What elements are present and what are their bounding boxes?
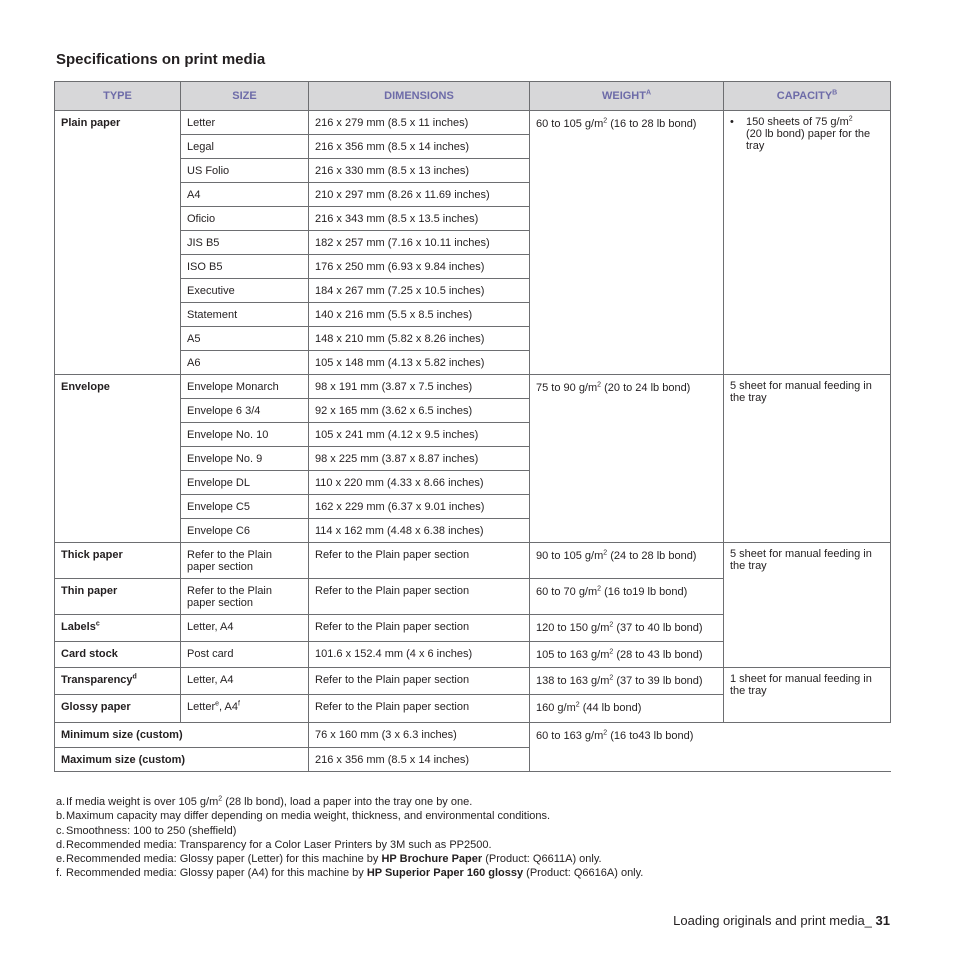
dimension-cell: 182 x 257 mm (7.16 x 10.11 inches) [309, 231, 530, 255]
dimension-cell: 210 x 297 mm (8.26 x 11.69 inches) [309, 183, 530, 207]
footer-text: Loading originals and print media_ [673, 913, 876, 928]
type-label: Transparency [61, 674, 133, 686]
weight-custom [530, 723, 891, 772]
weight-card-stock [530, 642, 724, 668]
footnotes [56, 795, 643, 881]
size-a4: , A4 [219, 701, 239, 713]
size-cell: Post card [181, 642, 309, 668]
size-cell: A5 [181, 327, 309, 351]
dimension-cell: 216 x 279 mm (8.5 x 11 inches) [309, 111, 530, 135]
table-row [55, 723, 891, 748]
footnote-text: Recommended media: Transparency for a Color Laser Printers by 3M such as PP2500. [66, 838, 492, 851]
capacity-list [730, 116, 884, 152]
type-thick-paper: Thick paper [55, 543, 181, 579]
size-cell: Envelope DL [181, 471, 309, 495]
weight-value-tail: (44 lb bond) [579, 702, 642, 714]
size-cell: ISO B5 [181, 255, 309, 279]
dimension-cell: 184 x 267 mm (7.25 x 10.5 inches) [309, 279, 530, 303]
print-media-spec-table [54, 81, 891, 772]
footnote-label: a. [56, 796, 66, 808]
weight-value-tail: (37 to 39 lb bond) [613, 675, 703, 687]
weight-labels [530, 615, 724, 642]
unit-superscript: 2 [218, 795, 223, 803]
table-header-row [55, 82, 891, 111]
footnote-text-part: (Product: Q6611A) only. [482, 853, 602, 866]
dimension-cell: 98 x 191 mm (3.87 x 7.5 inches) [309, 375, 530, 399]
footnote-text [66, 866, 643, 880]
dimension-cell: Refer to the Plain paper section [309, 668, 530, 695]
size-cell: Letter, A4 [181, 615, 309, 642]
weight-transparency [530, 668, 724, 695]
size-cell: Refer to the Plain paper section [181, 543, 309, 579]
page-title: Specifications on print media [56, 51, 266, 68]
type-plain-paper: Plain paper [55, 111, 181, 375]
dimension-cell: Refer to the Plain paper section [309, 579, 530, 615]
footnote-text-part: (28 lb bond), load a paper into the tray one by one. [222, 796, 473, 808]
page-number: 31 [875, 913, 890, 928]
footnote-ref: B [832, 89, 838, 97]
size-cell: Oficio [181, 207, 309, 231]
list-item [746, 116, 884, 152]
weight-value: 138 to 163 g/m [536, 675, 610, 687]
dimension-cell: 101.6 x 152.4 mm (4 x 6 inches) [309, 642, 530, 668]
max-custom-label: Maximum size (custom) [55, 748, 309, 772]
footnote-a [56, 795, 643, 809]
dimension-cell: 162 x 229 mm (6.37 x 9.01 inches) [309, 495, 530, 519]
dimension-cell: Refer to the Plain paper section [309, 695, 530, 723]
footnote-d [56, 838, 643, 852]
footnote-text: Maximum capacity may differ depending on media weight, thickness, and environmental conditions. [66, 810, 551, 823]
unit-superscript: 2 [609, 648, 614, 656]
dimension-cell: Refer to the Plain paper section [309, 615, 530, 642]
footnote-text: Smoothness: 100 to 250 (sheffield) [66, 824, 237, 837]
footnote-f [56, 866, 643, 880]
dimension-cell: 140 x 216 mm (5.5 x 8.5 inches) [309, 303, 530, 327]
footnote-text-part: Recommended media: Glossy paper (A4) for this machine by [66, 867, 367, 880]
size-cell: A4 [181, 183, 309, 207]
size-cell: A6 [181, 351, 309, 375]
header-dimensions: DIMENSIONS [309, 82, 530, 111]
footnote-c [56, 824, 643, 838]
unit-superscript: 2 [597, 381, 602, 389]
size-cell: Envelope C5 [181, 495, 309, 519]
dimension-cell: 110 x 220 mm (4.33 x 8.66 inches) [309, 471, 530, 495]
header-capacity-label: CAPACITY [776, 90, 833, 102]
weight-value: 120 to 150 g/m [536, 622, 610, 634]
footnote-text-part: (Product: Q6616A) only. [523, 867, 644, 880]
capacity-envelope: 5 sheet for manual feeding in the tray [724, 375, 891, 543]
weight-thick-paper [530, 543, 724, 579]
weight-envelope [530, 375, 724, 543]
type-transparency [55, 668, 181, 695]
dimension-cell: 105 x 241 mm (4.12 x 9.5 inches) [309, 423, 530, 447]
size-cell: Letter, A4 [181, 668, 309, 695]
page-footer [673, 913, 890, 928]
dimension-cell: 216 x 356 mm (8.5 x 14 inches) [309, 135, 530, 159]
capacity-text-tail: (20 lb bond) paper for the tray [746, 128, 871, 152]
dimension-cell: 216 x 330 mm (8.5 x 13 inches) [309, 159, 530, 183]
size-cell: Letter [181, 111, 309, 135]
size-cell: JIS B5 [181, 231, 309, 255]
footnote-label: d. [56, 838, 66, 851]
size-cell: Legal [181, 135, 309, 159]
min-custom-label: Minimum size (custom) [55, 723, 309, 748]
footnote-ref: f [238, 700, 240, 708]
weight-value-tail: (37 to 40 lb bond) [613, 622, 703, 634]
size-cell: Refer to the Plain paper section [181, 579, 309, 615]
weight-value-tail: (28 to 43 lb bond) [613, 649, 703, 661]
unit-superscript: 2 [603, 729, 608, 737]
footnote-label: f. [56, 867, 63, 880]
footnote-text-part: If media weight is over 105 g/m [66, 796, 219, 808]
unit-superscript: 2 [848, 115, 853, 123]
footnote-label: e. [56, 853, 66, 866]
weight-value: 105 to 163 g/m [536, 649, 610, 661]
footnote-ref: c [95, 620, 100, 628]
footnote-text [66, 852, 602, 866]
size-cell: Envelope 6 3/4 [181, 399, 309, 423]
weight-value: 60 to 105 g/m [536, 118, 604, 130]
table-row [55, 111, 891, 135]
size-cell: US Folio [181, 159, 309, 183]
dimension-cell: 105 x 148 mm (4.13 x 5.82 inches) [309, 351, 530, 375]
weight-value: 60 to 163 g/m [536, 730, 604, 742]
weight-value-tail: (16 to43 lb bond) [607, 730, 694, 742]
capacity-plain-paper [724, 111, 891, 375]
size-cell: Statement [181, 303, 309, 327]
dimension-cell: Refer to the Plain paper section [309, 543, 530, 579]
header-weight [530, 82, 724, 111]
header-size: SIZE [181, 82, 309, 111]
size-cell: Envelope No. 9 [181, 447, 309, 471]
weight-value: 90 to 105 g/m [536, 550, 604, 562]
table-row [55, 543, 891, 579]
footnote-e [56, 852, 643, 866]
type-label: Labels [61, 621, 96, 633]
type-thin-paper: Thin paper [55, 579, 181, 615]
dimension-cell: 114 x 162 mm (4.48 x 6.38 inches) [309, 519, 530, 543]
dimension-cell: 76 x 160 mm (3 x 6.3 inches) [309, 723, 530, 748]
dimension-cell: 98 x 225 mm (3.87 x 8.87 inches) [309, 447, 530, 471]
dimension-cell: 148 x 210 mm (5.82 x 8.26 inches) [309, 327, 530, 351]
dimension-cell: 176 x 250 mm (6.93 x 9.84 inches) [309, 255, 530, 279]
footnote-text-part: Recommended media: Glossy paper (Letter) for this machine by [66, 853, 382, 866]
weight-thin-paper [530, 579, 724, 615]
weight-plain-paper [530, 111, 724, 375]
table-row [55, 668, 891, 695]
footnote-text [66, 795, 472, 809]
footnote-b [56, 809, 643, 823]
weight-value: 160 g/m [536, 702, 576, 714]
type-labels [55, 615, 181, 642]
weight-value-tail: (24 to 28 lb bond) [607, 550, 697, 562]
weight-value: 60 to 70 g/m [536, 586, 598, 598]
type-envelope: Envelope [55, 375, 181, 543]
dimension-cell: 216 x 356 mm (8.5 x 14 inches) [309, 748, 530, 772]
unit-superscript: 2 [609, 674, 614, 682]
footnote-ref: d [132, 673, 137, 681]
weight-value-tail: (20 to 24 lb bond) [601, 382, 691, 394]
header-type: TYPE [55, 82, 181, 111]
footnote-label: b. [56, 810, 66, 823]
header-weight-label: WEIGHT [601, 90, 646, 102]
dimension-cell: 216 x 343 mm (8.5 x 13.5 inches) [309, 207, 530, 231]
unit-superscript: 2 [609, 621, 614, 629]
type-glossy-paper: Glossy paper [55, 695, 181, 723]
table-row [55, 375, 891, 399]
weight-glossy-paper [530, 695, 724, 723]
unit-superscript: 2 [597, 585, 602, 593]
capacity-transparency-group: 1 sheet for manual feeding in the tray [724, 668, 891, 723]
footnote-ref: e [215, 700, 220, 708]
capacity-text: 150 sheets of 75 g/m [746, 116, 849, 128]
type-card-stock: Card stock [55, 642, 181, 668]
product-name: HP Brochure Paper [381, 853, 483, 866]
product-name: HP Superior Paper 160 glossy [366, 867, 524, 880]
header-capacity [724, 82, 891, 111]
unit-superscript: 2 [575, 701, 580, 709]
footnote-ref: A [645, 89, 652, 97]
size-cell: Envelope No. 10 [181, 423, 309, 447]
unit-superscript: 2 [603, 117, 608, 125]
dimension-cell: 92 x 165 mm (3.62 x 6.5 inches) [309, 399, 530, 423]
weight-value-tail: (16 to19 lb bond) [601, 586, 688, 598]
weight-value-tail: (16 to 28 lb bond) [607, 118, 697, 130]
size-cell: Executive [181, 279, 309, 303]
footnote-label: c. [56, 824, 65, 837]
size-cell: Envelope Monarch [181, 375, 309, 399]
unit-superscript: 2 [603, 549, 608, 557]
size-cell [181, 695, 309, 723]
weight-value: 75 to 90 g/m [536, 382, 598, 394]
size-letter: Letter [187, 701, 216, 713]
capacity-thick-group: 5 sheet for manual feeding in the tray [724, 543, 891, 668]
size-cell: Envelope C6 [181, 519, 309, 543]
